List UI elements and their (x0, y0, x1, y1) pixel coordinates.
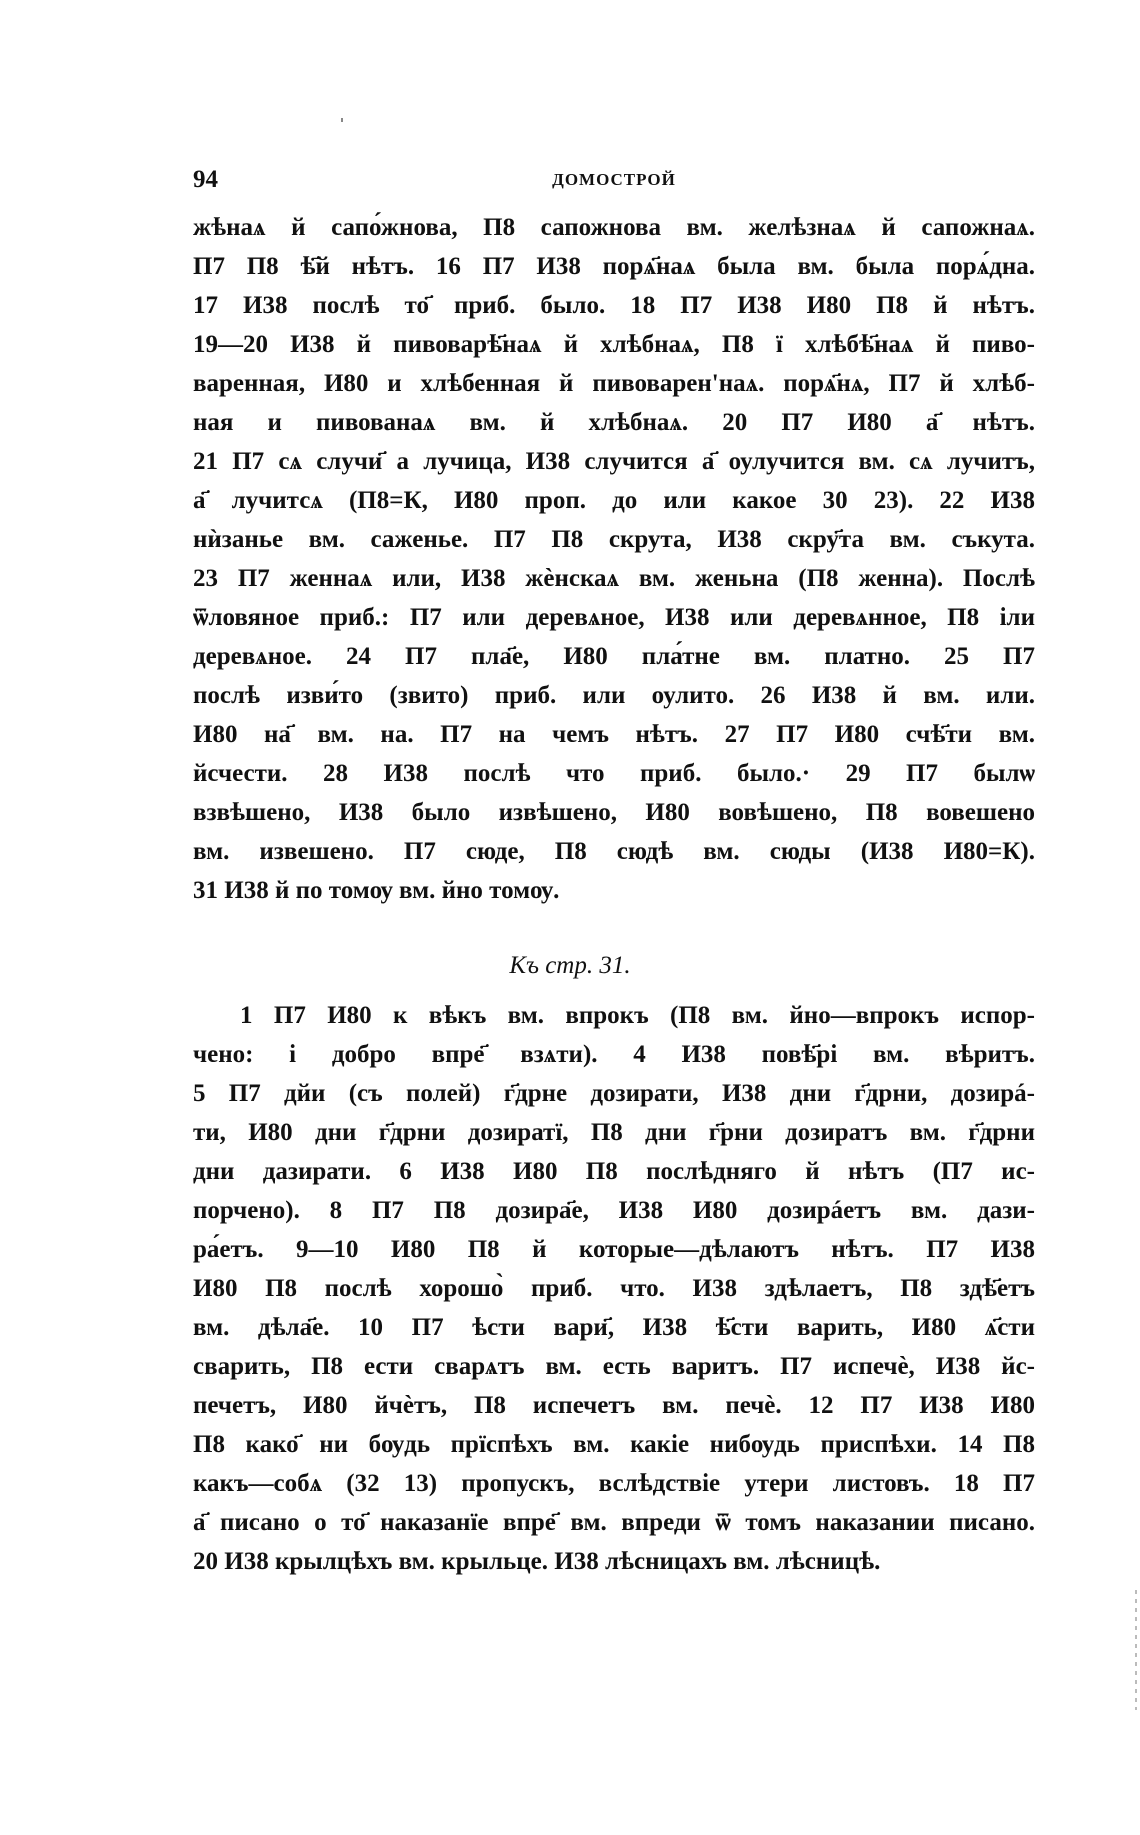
text-line: взвѣшено, И38 было извѣшено, И80 вовѣшено, П8 вовешено (193, 799, 1035, 826)
text-line: а҃ лучитсѧ (П8=К, И80 проп. до или какое 30 23). 22 И38 (193, 487, 1035, 514)
variant-readings-block-1 (193, 208, 1035, 910)
text-line: чено: і добро впре҃ взѧти). 4 И38 повѣ҃рі вм. вѣритъ. (193, 1041, 1035, 1068)
text-line: сварить, П8 ести сварѧтъ вм. есть варитъ. П7 испечѐ, И38 йс- (193, 1353, 1035, 1380)
text-line: вм. дѣла҃е. 10 П7 ѣсти вари҃, И38 ѣ҃сти варить, И80 ѧ҃сти (193, 1314, 1035, 1341)
text-line: йсчести. 28 И38 послѣ что приб. было.· 29 П7 былѡ (193, 760, 1035, 787)
text-line: какъ—собѧ (32 13) пропускъ, вслѣдствіе утери листовъ. 18 П7 (193, 1470, 1035, 1497)
text-line: 20 И38 крылцѣхъ вм. крыльце. И38 лѣсницахъ вм. лѣсницѣ. (193, 1548, 881, 1575)
text-line: И80 П8 послѣ хорошо̀ приб. что. И38 здѣлаетъ, П8 здѣ҃етъ (193, 1275, 1035, 1302)
text-line: 23 П7 женнаѧ или, И38 жѐнскаѧ вм. женьна (П8 женна). Послѣ (193, 565, 1035, 592)
text-line: 21 П7 сѧ случи҃ а лучица, И38 случится а҃ оулучится вм. сѧ лучитъ, (193, 448, 1035, 475)
text-line: ти, И80 дни г҃дрни дозиратї, П8 дни г҃рни дозиратъ вм. г҃дрни (193, 1119, 1035, 1146)
text-line: варенная, И80 и хлѣбенная й пивоварен'наѧ. порѧ҃нѧ, П7 й хлѣб- (193, 370, 1035, 397)
text-line: И80 на҃ вм. на. П7 на чемъ нѣтъ. 27 П7 И80 счѣ҃ти вм. (193, 721, 1035, 748)
page-number: 94 (193, 166, 218, 193)
text-line: П8 како҃ ни бѹдь прїспѣхъ вм. какіе нибѹдь приспѣхи. 14 П8 (193, 1431, 1035, 1458)
text-line: 17 И38 послѣ то҃ приб. было. 18 П7 И38 И80 П8 й нѣтъ. (193, 292, 1035, 319)
text-line: П7 П8 ѣ҃й нѣтъ. 16 П7 И38 порѧ҃наѧ была вм. была порѧ́дна. (193, 253, 1035, 280)
text-line: 31 И38 й по томѹ вм. йно томѹ. (193, 877, 560, 904)
text-line: 19—20 И38 й пивоварѣ҃наѧ й хлѣбнаѧ, П8 ї хлѣбѣ҃наѧ й пиво- (193, 331, 1035, 358)
text-line: послѣ изви́то (звито) приб. или оулито. 26 И38 й вм. или. (193, 682, 1035, 709)
text-line: 5 П7 дйи (съ полей) г҃дрне дозирати, И38 дни г҃дрни, дозирá- (193, 1080, 1035, 1107)
text-line: вм. извешено. П7 сюде, П8 сюдѣ вм. сюды (И38 И80=К). (193, 838, 1035, 865)
text-line: нѝзанье вм. саженье. П7 П8 скрута, И38 скру҃та вм. съкута. (193, 526, 1035, 553)
text-line: ра́етъ. 9—10 И80 П8 й которые—дѣлаютъ нѣтъ. П7 И38 (193, 1236, 1035, 1263)
text-line: жѣнаѧ й сапо́жнова, П8 сапожнова вм. желѣзнаѧ й сапожнаѧ. (193, 214, 1035, 241)
page-header (193, 166, 1035, 196)
text-line: дни дазирати. 6 И38 И80 П8 послѣдняго й нѣтъ (П7 ис- (193, 1158, 1035, 1185)
text-line: ная и пивованаѧ вм. й хлѣбнаѧ. 20 П7 И80 а҃ нѣтъ. (193, 409, 1035, 436)
text-line: а҃ писано о то҃ наказанїе впре҃ вм. впреди ѿ томъ наказании писано. (193, 1509, 1035, 1536)
variant-readings-block-2 (193, 996, 1035, 1581)
text-line: 1 П7 И80 к вѣкъ вм. впрокъ (П8 вм. йно—впрокъ испор- (240, 1002, 1035, 1029)
text-line: печетъ, И80 йчѐтъ, П8 испечетъ вм. печѐ. 12 П7 И38 И80 (193, 1392, 1035, 1419)
text-line: деревѧное. 24 П7 пла҃е, И80 пла́тне вм. платно. 25 П7 (193, 643, 1035, 670)
running-title: ДОМОСТРОЙ (552, 170, 676, 189)
section-heading: Къ стр. 31. (509, 952, 631, 979)
scan-mark (341, 118, 343, 122)
scan-edge-artifact (1135, 1590, 1137, 1710)
text-line: порчено). 8 П7 П8 дозира҃е, И38 И80 дозирáетъ вм. дази- (193, 1197, 1035, 1224)
text-line: ѿловяное приб.: П7 или деревѧное, И38 или деревѧнное, П8 іли (193, 604, 1035, 631)
